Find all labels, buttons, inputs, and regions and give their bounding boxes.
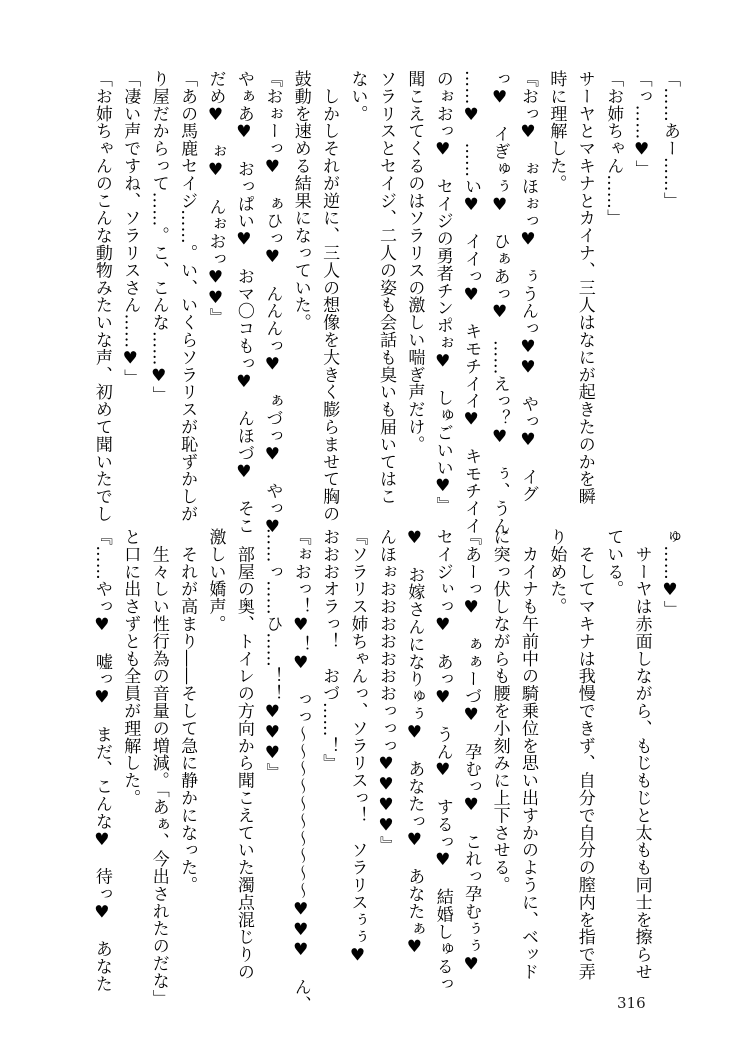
text-column: 部屋の奥、トイレの方向から聞こえていた濁点混じりの <box>233 528 254 981</box>
text-column: だめ♥ ぉ♥ んぉおっ♥♥』 <box>205 70 226 326</box>
text-column: んほぉおおおおおおおっっっ♥♥♥♥』 <box>375 528 396 854</box>
text-column: ない。 <box>347 70 368 123</box>
text-column: 時に理解した。 <box>546 70 567 192</box>
text-column: 「お姉ちゃんのこんな動物みたいな声、初めて聞いたでし <box>91 70 112 523</box>
text-column: 「凄い声ですね、ソラリスさん……♥」 <box>120 70 141 387</box>
text-column: そしてマキナは我慢できず、自分で自分の膣内を指で弄 <box>574 528 595 981</box>
text-column: カイナも午前中の騎乗位を思い出すかのように、ベッド <box>517 528 538 981</box>
text-column: 「……あー……」 <box>660 70 680 210</box>
text-column: 激しい嬌声。 <box>205 528 226 633</box>
text-column: ……っ……ひ……！！♥♥♥』 <box>262 528 283 781</box>
text-column: ゅ……♥」 <box>660 528 680 618</box>
text-column: 『おっ♥ ぉほぉっ♥ ぅうんっ♥♥ やっ♥ イグ <box>517 70 538 503</box>
text-column: それが高まり――そして急に静かになった。 <box>177 528 198 894</box>
text-column: 鼓動を速める結果になっていた。 <box>290 70 311 331</box>
text-column: やぁあ♥ おっぱい♥ おマ〇コもっ♥ んほづ♥ そこ <box>233 70 254 535</box>
text-column: セイジぃっ♥ あっ♥ うん♥ するっ♥ 結婚しゅるっ <box>432 528 453 993</box>
text-column: ♥ お嫁さんになりゅぅ♥ あなたっ♥ あなたぁ♥ <box>404 528 425 958</box>
text-column: 「あの馬鹿セイジ……。い、いくらソラリスが恥ずかしが <box>177 70 198 523</box>
text-column: しかしそれが逆に、三人の想像を大きく膨らませて胸の <box>319 70 340 523</box>
text-column: ソラリスとセイジ、二人の姿も会話も臭いも届いてはこ <box>375 70 396 505</box>
text-column: 生々しい性行為の音量の増減。「あぁ、今出されたのだな」 <box>148 528 169 1007</box>
text-column: 「お姉ちゃん……」 <box>603 70 624 227</box>
page-number: 316 <box>617 994 646 1012</box>
upper-text-block <box>91 70 684 538</box>
text-column: 「っ……♥」 <box>631 70 652 178</box>
text-column: と口に出さずとも全員が理解した。 <box>120 528 141 807</box>
text-column: サーヤとマキナとカイナ、三人はなにが起きたのかを瞬 <box>574 70 595 505</box>
text-column: 『……やっ♥ 嘘っ♥ まだ、こんな♥ 待っ♥ あなた <box>91 528 112 993</box>
text-column: っ♥ イぎゅぅ♥ ひぁあっ♥ ……えっ？♥ ぅ、うん <box>489 70 510 535</box>
text-column: り屋だからって……。こ、こんな……♥」 <box>148 70 169 404</box>
text-column: サーヤは赤面しながら、もじもじと太もも同士を擦らせ <box>631 528 652 981</box>
text-column: 『おぉーっ♥ ぁひっ♥ んんんっ♥ ぁづっ♥ やっ♥ <box>262 70 283 538</box>
text-column: ……♥ ……い♥ イイっ♥ キモチイイ♥ キモチイイ <box>461 70 482 535</box>
text-column: に突っ伏しながらも腰を小刻みに上下させる。 <box>489 528 510 894</box>
text-column: 『ぉおっ！♥！♥ っっ～～～～～～～～～～♥♥♥ ん、 <box>290 528 311 1013</box>
text-column: 『ソラリス姉ちゃんっ、ソラリスっ！ ソラリスぅぅ♥ <box>347 528 368 966</box>
text-column: ている。 <box>603 528 624 598</box>
text-column: おおおオラっ！ おづ……！』 <box>319 528 340 772</box>
text-column: 『あーっ♥ ぁぁーづ♥ 孕むっ♥ これっ孕むぅぅ♥ <box>461 528 482 975</box>
text-column: り始めた。 <box>546 528 567 615</box>
text-column: のぉおっ♥ セイジの勇者チンポぉ♥ しゅごいい♥』 <box>432 70 453 514</box>
text-column: 聞こえてくるのはソラリスの激しい喘ぎ声だけ。 <box>404 70 425 453</box>
